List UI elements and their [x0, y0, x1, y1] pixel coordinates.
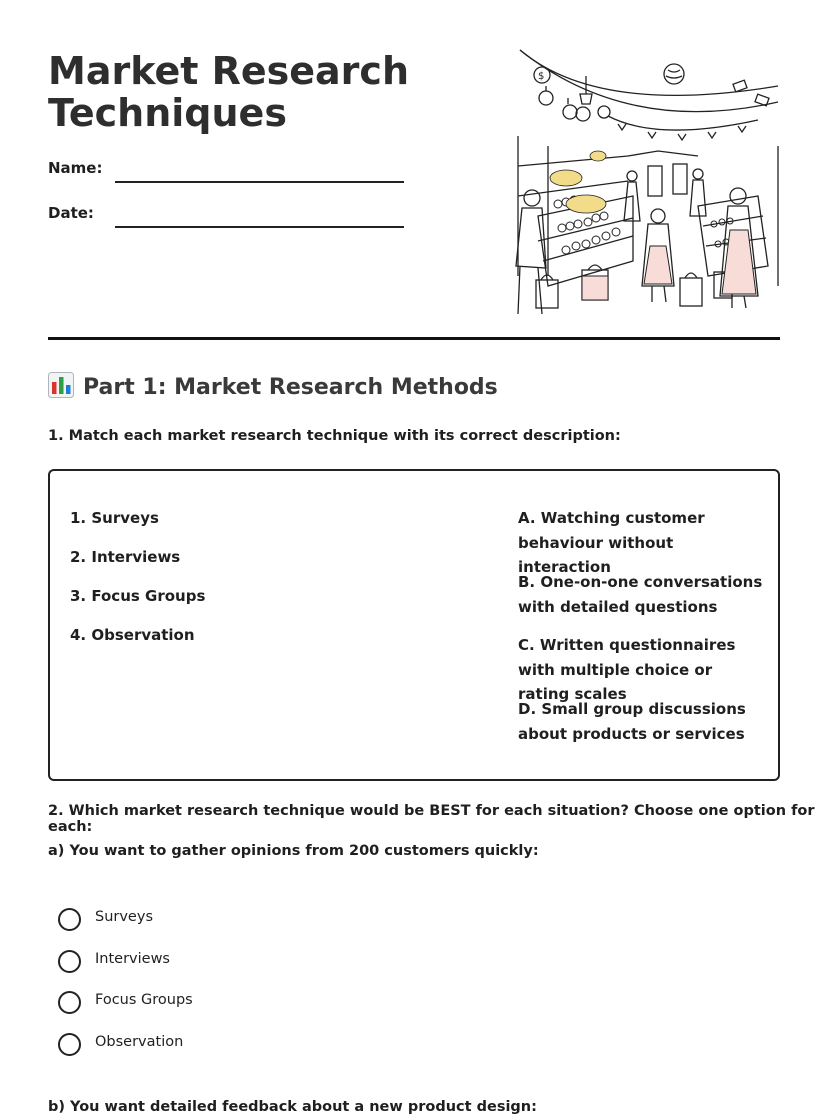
- technique-item: 2. Interviews: [70, 548, 181, 566]
- option-label: Interviews: [95, 951, 170, 967]
- title-line-2: Techniques: [48, 91, 287, 135]
- description-item: B. One-on-one conversations with detailed questions: [518, 573, 763, 616]
- option-label: Focus Groups: [95, 992, 193, 1008]
- worksheet-title: [48, 50, 468, 134]
- q2-prompt: 2. Which market research technique would be BEST for each situation? Choose one option for each:: [48, 803, 815, 835]
- technique-item: 1. Surveys: [70, 509, 159, 527]
- part1-heading: [48, 372, 498, 400]
- option-label: Observation: [95, 1034, 184, 1050]
- description-item: D. Small group discussions about products or services: [518, 700, 746, 743]
- description-item: C. Written questionnaires with multiple choice or rating scales: [518, 636, 736, 703]
- radio-button[interactable]: [58, 991, 81, 1014]
- date-line[interactable]: [115, 226, 404, 228]
- q2b-prompt: b) You want detailed feedback about a new product design:: [48, 1099, 537, 1115]
- header-divider: [48, 337, 780, 340]
- name-line[interactable]: [115, 181, 404, 183]
- date-label: Date:: [48, 204, 94, 222]
- name-label: Name:: [48, 159, 103, 177]
- matching-box: [48, 469, 780, 781]
- radio-button[interactable]: [58, 950, 81, 973]
- radio-button[interactable]: [58, 908, 81, 931]
- part1-heading-text: Part 1: Market Research Methods: [83, 375, 498, 400]
- option-label: Surveys: [95, 909, 153, 925]
- q1-prompt: 1. Match each market research technique with its correct description:: [48, 428, 621, 444]
- description-item: A. Watching customer behaviour without interaction: [518, 509, 705, 576]
- q2a-prompt: a) You want to gather opinions from 200 customers quickly:: [48, 843, 539, 859]
- technique-item: 4. Observation: [70, 626, 195, 644]
- radio-button[interactable]: [58, 1033, 81, 1056]
- svg-text:$: $: [538, 71, 545, 82]
- title-line-1: Market Research: [48, 49, 409, 93]
- bar-chart-icon: [48, 372, 74, 398]
- technique-item: 3. Focus Groups: [70, 587, 206, 605]
- market-illustration: [508, 46, 780, 322]
